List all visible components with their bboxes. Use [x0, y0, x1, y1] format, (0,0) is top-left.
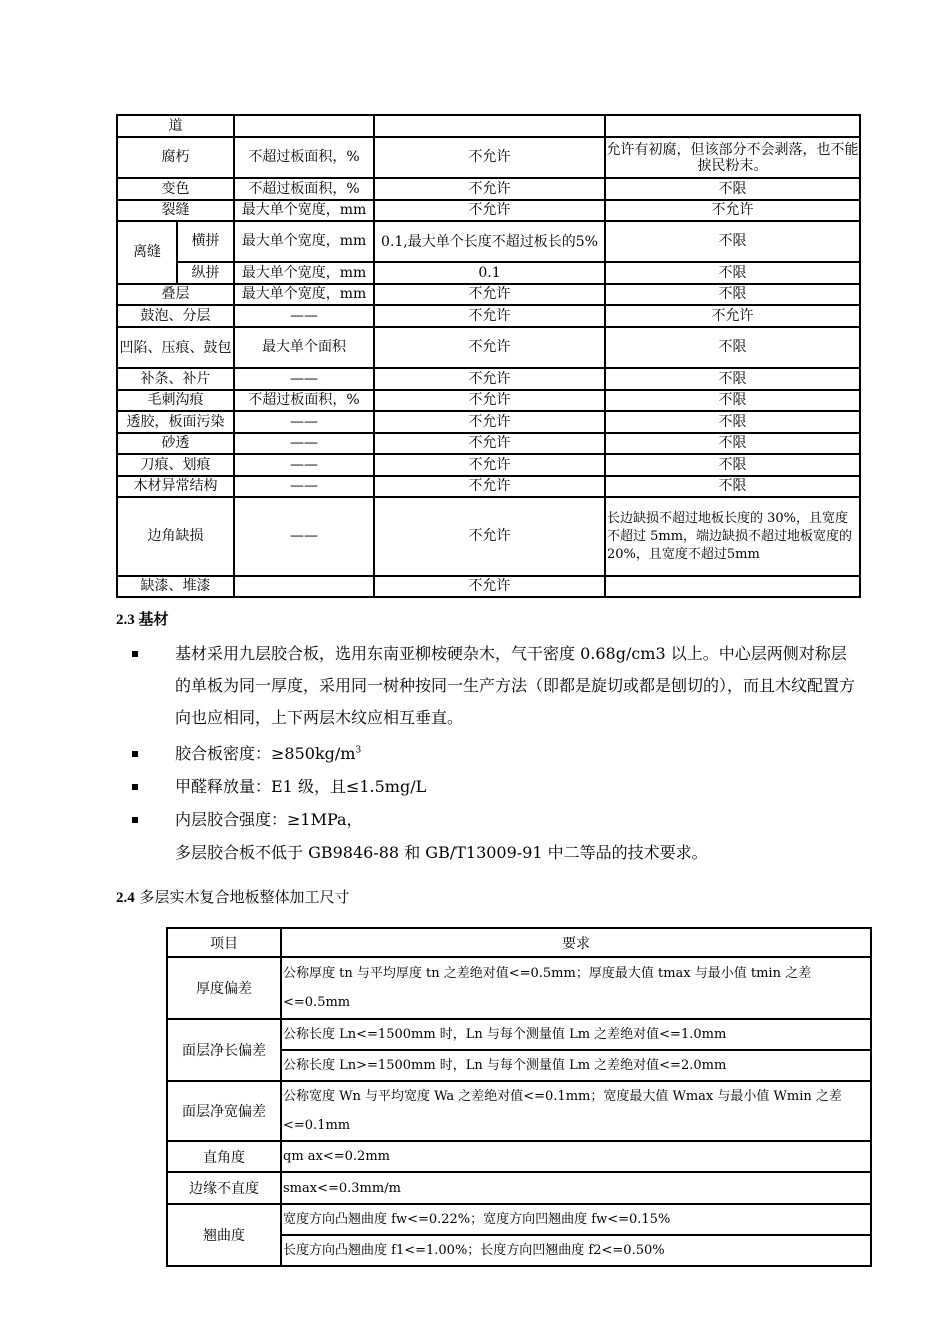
defect-unit: —— [234, 368, 374, 390]
defect-top: 不允许 [374, 476, 605, 497]
defect-unit: 不超过板面积，% [234, 137, 374, 178]
defect-name: 木材异常结构 [117, 476, 234, 497]
table-row [117, 221, 860, 262]
defect-name: 叠层 [117, 284, 234, 305]
requirement-cell: 公称长度 Ln>=1500mm 时，Ln 与每个测量值 Lm 之差绝对值<=2.0mm [281, 1050, 871, 1081]
defect-top: 不允许 [374, 368, 605, 390]
table-row [117, 262, 860, 284]
defect-unit: —— [234, 497, 374, 576]
table-row [167, 1172, 871, 1204]
requirement-cell: 公称厚度 tn 与平均厚度 tn 之差绝对值<=0.5mm；厚度最大值 tmax 与最小值 tmin 之差<=0.5mm [281, 957, 871, 1019]
defect-base: 不限 [605, 368, 860, 390]
table-row [117, 115, 860, 137]
table-row [117, 476, 860, 497]
item-cell: 直角度 [167, 1141, 281, 1172]
requirement-cell: 宽度方向凸翘曲度 fw<=0.22%；宽度方向凹翘曲度 fw<=0.15% [281, 1204, 871, 1235]
defect-base: 不限 [605, 454, 860, 476]
defect-unit [234, 115, 374, 137]
defect-name: 裂缝 [117, 200, 234, 221]
table-row [117, 200, 860, 221]
defect-name: 刀痕、划痕 [117, 454, 234, 476]
defect-top: 不允许 [374, 433, 605, 454]
table-row [117, 454, 860, 476]
defect-name: 毛刺沟痕 [117, 390, 234, 411]
table-row [117, 390, 860, 411]
defect-name: 变色 [117, 178, 234, 200]
defect-base: 允许有初腐，但该部分不会剥落，也不能捩民粉末。 [605, 137, 860, 178]
bullet-item [116, 771, 861, 803]
defect-unit: 最大单个宽度，mm [234, 200, 374, 221]
bullet-item [116, 804, 861, 836]
defect-unit: —— [234, 411, 374, 433]
table-row [167, 1204, 871, 1235]
table-row [117, 284, 860, 305]
column-header: 项目 [167, 928, 281, 957]
defect-top: 不允许 [374, 284, 605, 305]
defect-top: 不允许 [374, 327, 605, 368]
bullet-item [116, 638, 861, 734]
defect-top [374, 115, 605, 137]
defect-top: 不允许 [374, 137, 605, 178]
defect-base [605, 115, 860, 137]
defect-unit: 不超过板面积，% [234, 390, 374, 411]
requirement-cell: smax<=0.3mm/m [281, 1172, 871, 1204]
defect-name: 鼓泡、分层 [117, 305, 234, 327]
defect-name: 凹陷、压痕、鼓包 [117, 327, 234, 368]
table-row [117, 327, 860, 368]
table-row [167, 1081, 871, 1141]
table-row [117, 411, 860, 433]
bullet-icon [132, 784, 138, 790]
defect-top: 0.1 [374, 262, 605, 284]
defect-base: 不限 [605, 284, 860, 305]
note-text: 多层胶合板不低于 GB9846-88 和 GB/T13009-91 中二等品的技术要求。 [175, 843, 708, 862]
defect-unit: 不超过板面积，% [234, 178, 374, 200]
item-cell: 边缘不直度 [167, 1172, 281, 1204]
item-cell: 面层净宽偏差 [167, 1081, 281, 1141]
table-row [117, 178, 860, 200]
defect-top: 不允许 [374, 390, 605, 411]
table-header-row [167, 928, 871, 957]
defect-group: 离缝 [117, 221, 177, 284]
defect-base: 不限 [605, 390, 860, 411]
defect-base: 不限 [605, 476, 860, 497]
table-row [117, 497, 860, 576]
defect-name: 透胶，板面污染 [117, 411, 234, 433]
item-cell: 面层净长偏差 [167, 1019, 281, 1081]
defect-unit: 最大单个面积 [234, 327, 374, 368]
defect-base: 不限 [605, 221, 860, 262]
defect-unit: —— [234, 433, 374, 454]
defect-top: 不允许 [374, 200, 605, 221]
superscript: 3 [355, 745, 362, 756]
column-header: 要求 [281, 928, 871, 957]
defect-name: 纵拼 [177, 262, 234, 284]
table-row [117, 137, 860, 178]
requirement-cell: 公称宽度 Wn 与平均宽度 Wa 之差绝对值<=0.1mm；宽度最大值 Wmax 与最小值 Wmin 之差<=0.1mm [281, 1081, 871, 1141]
requirement-cell: 公称长度 Ln<=1500mm 时，Ln 与每个测量值 Lm 之差绝对值<=1.0mm [281, 1019, 871, 1050]
table-row [117, 305, 860, 327]
table-row [167, 1141, 871, 1172]
bullet-item [116, 738, 861, 770]
bullet-icon [132, 817, 138, 823]
defect-unit: 最大单个宽度，mm [234, 262, 374, 284]
defect-base: 不限 [605, 327, 860, 368]
table-row [167, 957, 871, 1019]
table-row [117, 368, 860, 390]
defect-name: 砂透 [117, 433, 234, 454]
item-cell: 翘曲度 [167, 1204, 281, 1266]
defect-base: 不限 [605, 262, 860, 284]
defect-base: 不限 [605, 433, 860, 454]
table-row [117, 576, 860, 597]
defect-top: 不允许 [374, 305, 605, 327]
defect-unit: 最大单个宽度，mm [234, 284, 374, 305]
defect-name: 腐朽 [117, 137, 234, 178]
defect-top: 不允许 [374, 576, 605, 597]
bullet-icon [132, 651, 138, 657]
defect-top: 不允许 [374, 454, 605, 476]
requirement-cell: 长度方向凸翘曲度 f1<=1.00%；长度方向凹翘曲度 f2<=0.50% [281, 1235, 871, 1266]
defect-unit: —— [234, 454, 374, 476]
defect-unit [234, 576, 374, 597]
defect-base [605, 576, 860, 597]
defect-base: 长边缺损不超过地板长度的 30%，且宽度不超过 5mm，端边缺损不超过地板宽度的 20%，且宽度不超过5mm [605, 497, 860, 576]
item-cell: 厚度偏差 [167, 957, 281, 1019]
defect-name: 边角缺损 [117, 497, 234, 576]
requirement-cell: qm ax<=0.2mm [281, 1141, 871, 1172]
bullet-text: 内层胶合强度：≥1MPa， [175, 810, 363, 829]
defect-name: 补条、补片 [117, 368, 234, 390]
defect-top: 0.1,最大单个长度不超过板长的5% [374, 221, 605, 262]
section-heading: 2.4 多层实木复合地板整体加工尺寸 [116, 888, 350, 906]
defect-base: 不限 [605, 411, 860, 433]
defect-top: 不允许 [374, 497, 605, 576]
defect-base: 不允许 [605, 305, 860, 327]
defect-unit: 最大单个宽度，mm [234, 221, 374, 262]
defect-table [116, 114, 861, 598]
bullet-text: 甲醛释放量：E1 级，且≤1.5mg/L [175, 777, 427, 796]
defect-unit: —— [234, 476, 374, 497]
paragraph [116, 837, 861, 869]
defect-name: 道 [117, 115, 234, 137]
bullet-icon [132, 751, 138, 757]
defect-base: 不限 [605, 178, 860, 200]
bullet-text: 基材采用九层胶合板，选用东南亚柳桉硬杂木，气干密度 0.68g/cm3 以上。中心层两侧对称层的单板为同一厚度，采用同一树种按同一生产方法（即都是旋切或都是刨切的），而且木纹配置方向也应相同，上下两层木纹应相互垂直。 [175, 644, 856, 727]
defect-name: 缺漆、堆漆 [117, 576, 234, 597]
bullet-text: 胶合板密度：$\ge 850kg/m^3$ [175, 744, 362, 763]
defect-top: 不允许 [374, 411, 605, 433]
defect-unit: —— [234, 305, 374, 327]
table-row [167, 1019, 871, 1050]
dimensions-table [166, 927, 872, 1267]
defect-top: 不允许 [374, 178, 605, 200]
defect-base: 不允许 [605, 200, 860, 221]
section-heading: 2.3 基材 [116, 612, 169, 628]
table-row [117, 433, 860, 454]
defect-name: 横拼 [177, 221, 234, 262]
